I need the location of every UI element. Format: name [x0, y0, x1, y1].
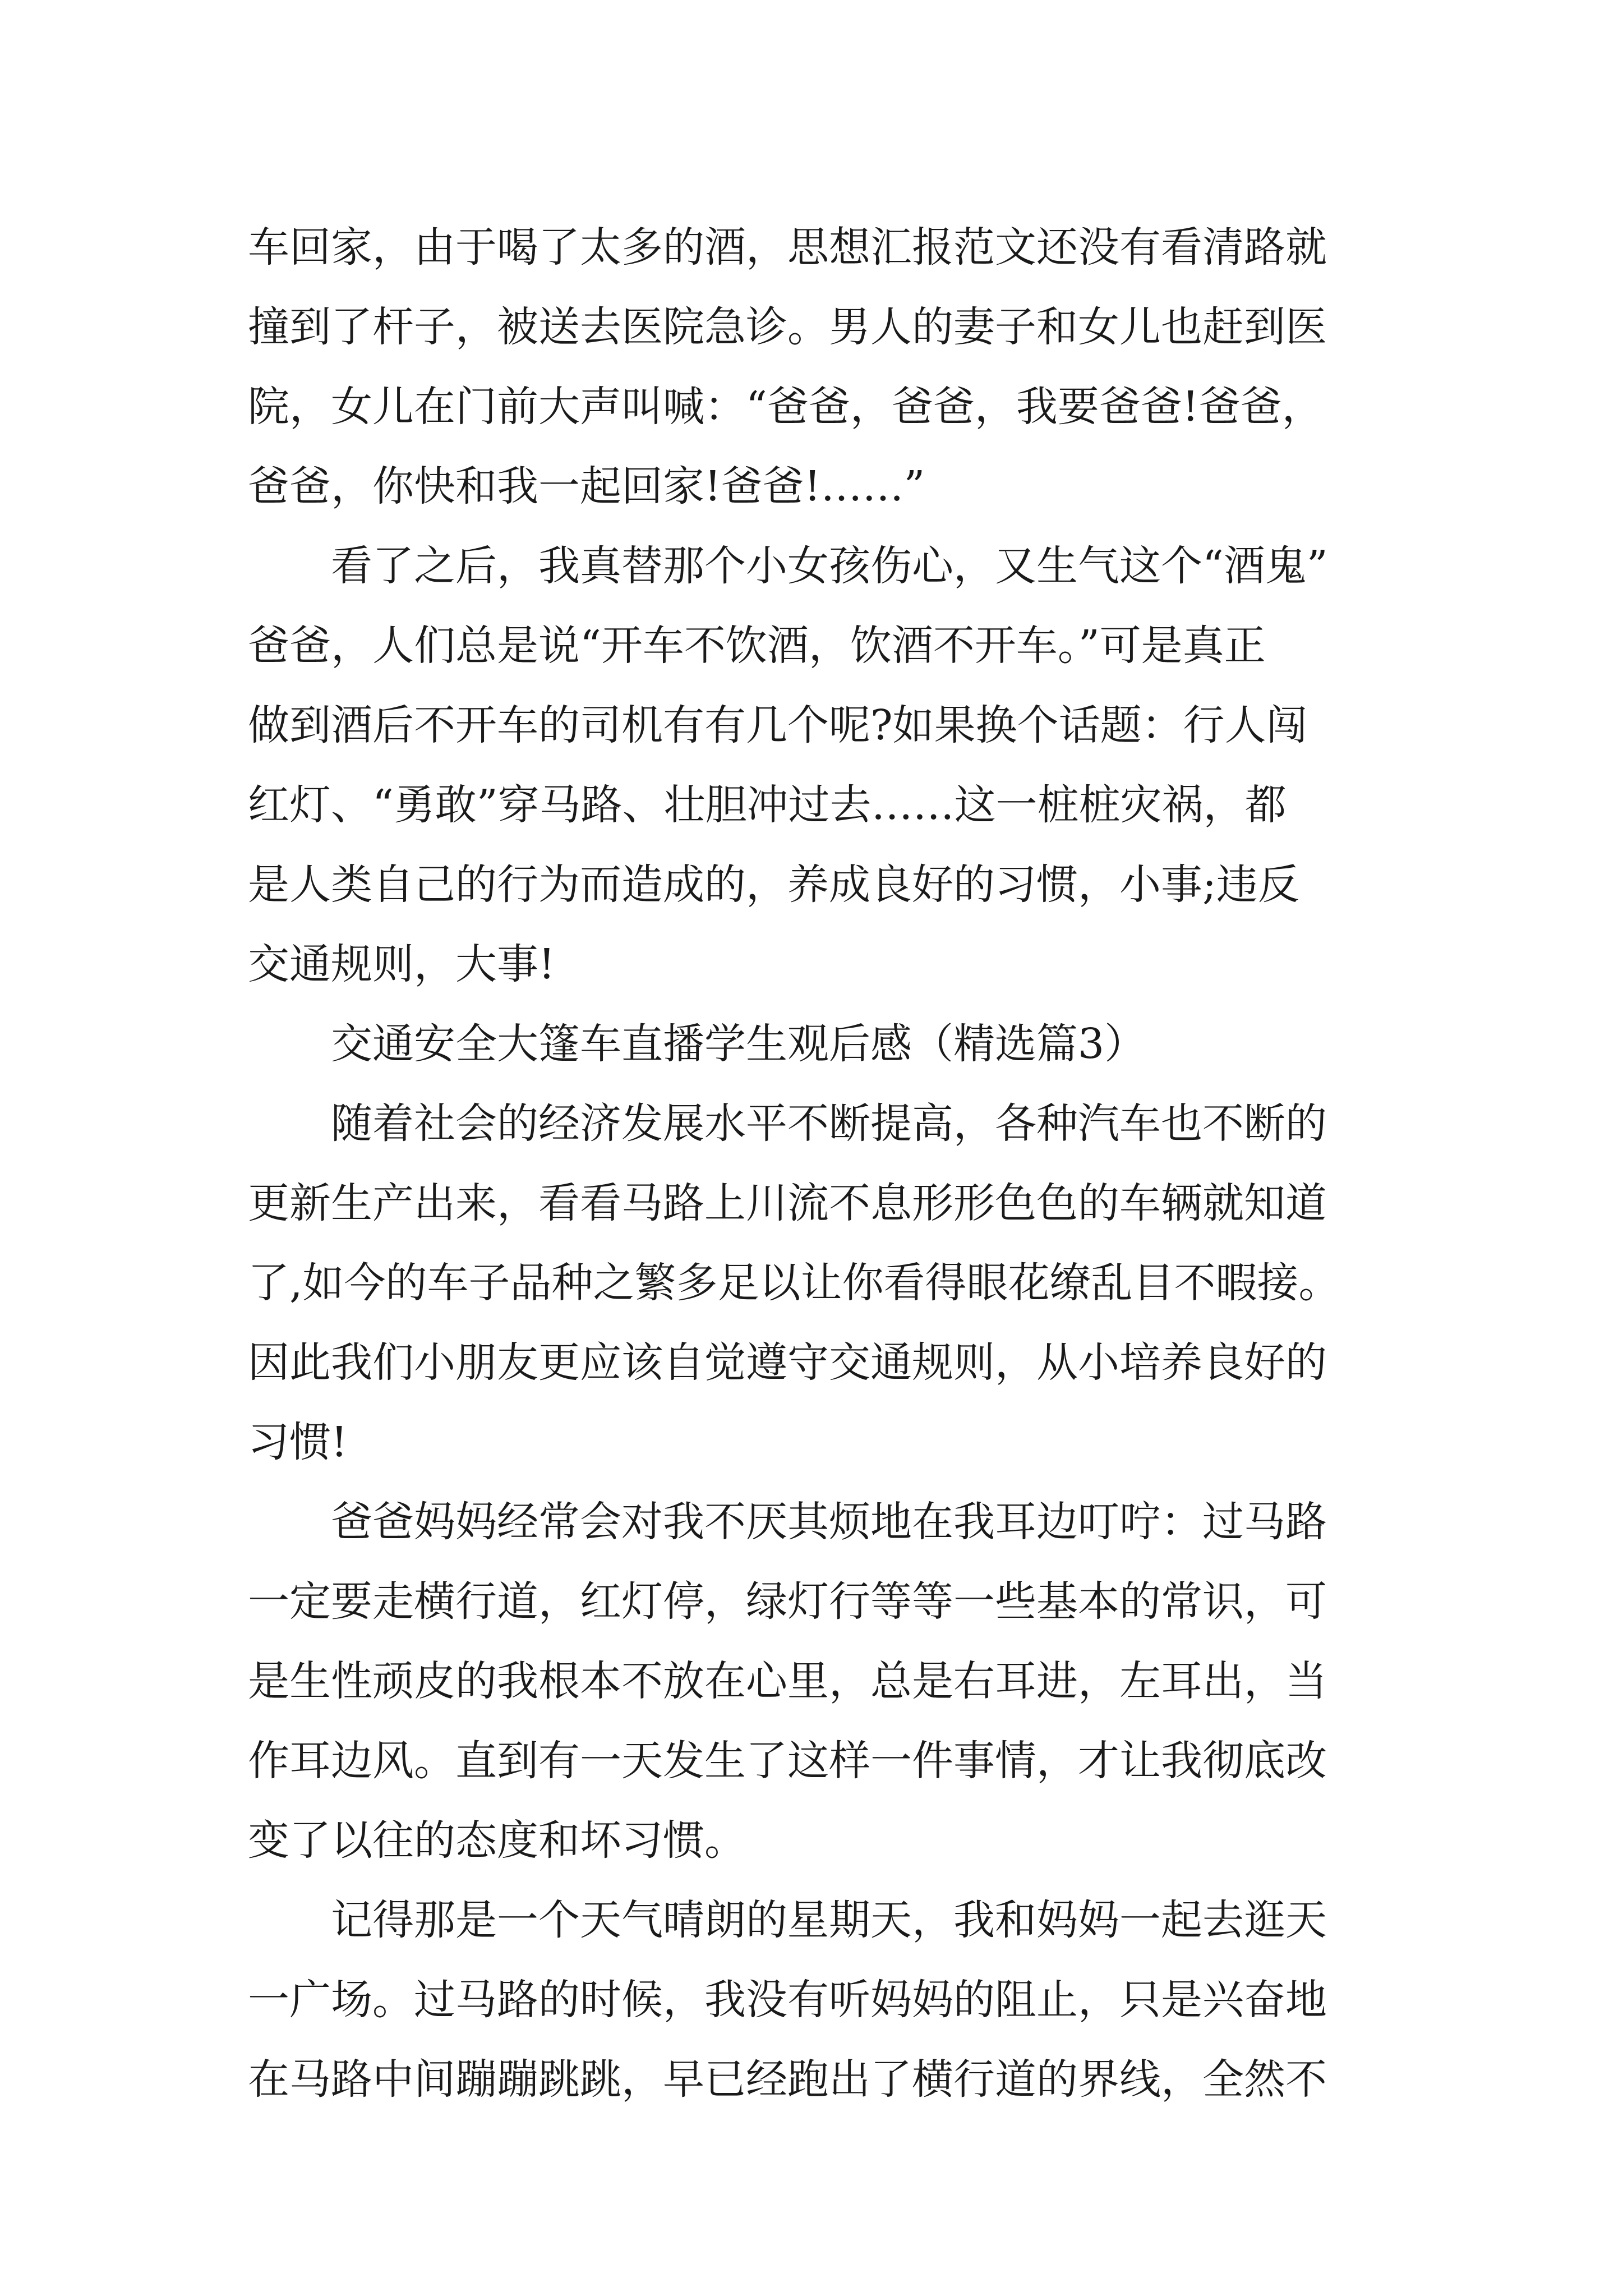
text-line: 了,如今的车子品种之繁多足以让你看得眼花缭乱目不暇接。 [248, 1259, 1340, 1307]
text-line: 红灯、“勇敢”穿马路、壮胆冲过去……这一桩桩灾祸，都 [248, 781, 1287, 829]
text-line: 更新生产出来，看看马路上川流不息形形色色的车辆就知道 [248, 1179, 1327, 1227]
paragraph-start-line: 随着社会的经济发展水平不断提高，各种汽车也不断的 [331, 1099, 1327, 1148]
section-heading: 交通安全大篷车直播学生观后感（精选篇3） [331, 1020, 1146, 1068]
text-line: 变了以往的态度和坏习惯。 [248, 1816, 746, 1865]
body-text [248, 208, 1381, 2119]
text-line: 爸爸，人们总是说“开车不饮酒，饮酒不开车。”可是真正 [248, 622, 1266, 670]
text-line: 因此我们小朋友更应该自觉遵守交通规则，从小培养良好的 [248, 1338, 1327, 1387]
text-line: 爸爸，你快和我一起回家!爸爸!……” [248, 462, 925, 510]
text-line: 撞到了杆子，被送去医院急诊。男人的妻子和女儿也赶到医 [248, 303, 1327, 351]
text-line: 习惯! [248, 1418, 348, 1466]
text-line: 在马路中间蹦蹦跳跳，早已经跑出了横行道的界线，全然不 [248, 2055, 1327, 2104]
paragraph-start-line: 看了之后，我真替那个小女孩伤心，又生气这个“酒鬼” [331, 542, 1328, 590]
text-line: 一定要走横行道，红灯停，绿灯行等等一些基本的常识，可 [248, 1577, 1327, 1626]
text-line: 院，女儿在门前大声叫喊：“爸爸，爸爸，我要爸爸!爸爸， [248, 383, 1324, 431]
text-line: 作耳边风。直到有一天发生了这样一件事情，才让我彻底改 [248, 1737, 1327, 1785]
text-line: 交通规则，大事! [248, 940, 555, 988]
text-line: 是人类自己的行为而造成的，养成良好的习惯，小事;违反 [248, 861, 1299, 909]
text-line: 车回家，由于喝了太多的酒，思想汇报范文还没有看清路就 [248, 223, 1327, 272]
text-line: 是生性顽皮的我根本不放在心里，总是右耳进，左耳出，当 [248, 1657, 1327, 1705]
text-line: 做到酒后不开车的司机有有几个呢?如果换个话题：行人闯 [248, 701, 1308, 749]
paragraph-start-line: 爸爸妈妈经常会对我不厌其烦地在我耳边叮咛：过马路 [331, 1498, 1327, 1546]
paragraph-start-line: 记得那是一个天气晴朗的星期天，我和妈妈一起去逛天 [331, 1896, 1327, 1944]
text-line: 一广场。过马路的时候，我没有听妈妈的阻止，只是兴奋地 [248, 1976, 1327, 2024]
